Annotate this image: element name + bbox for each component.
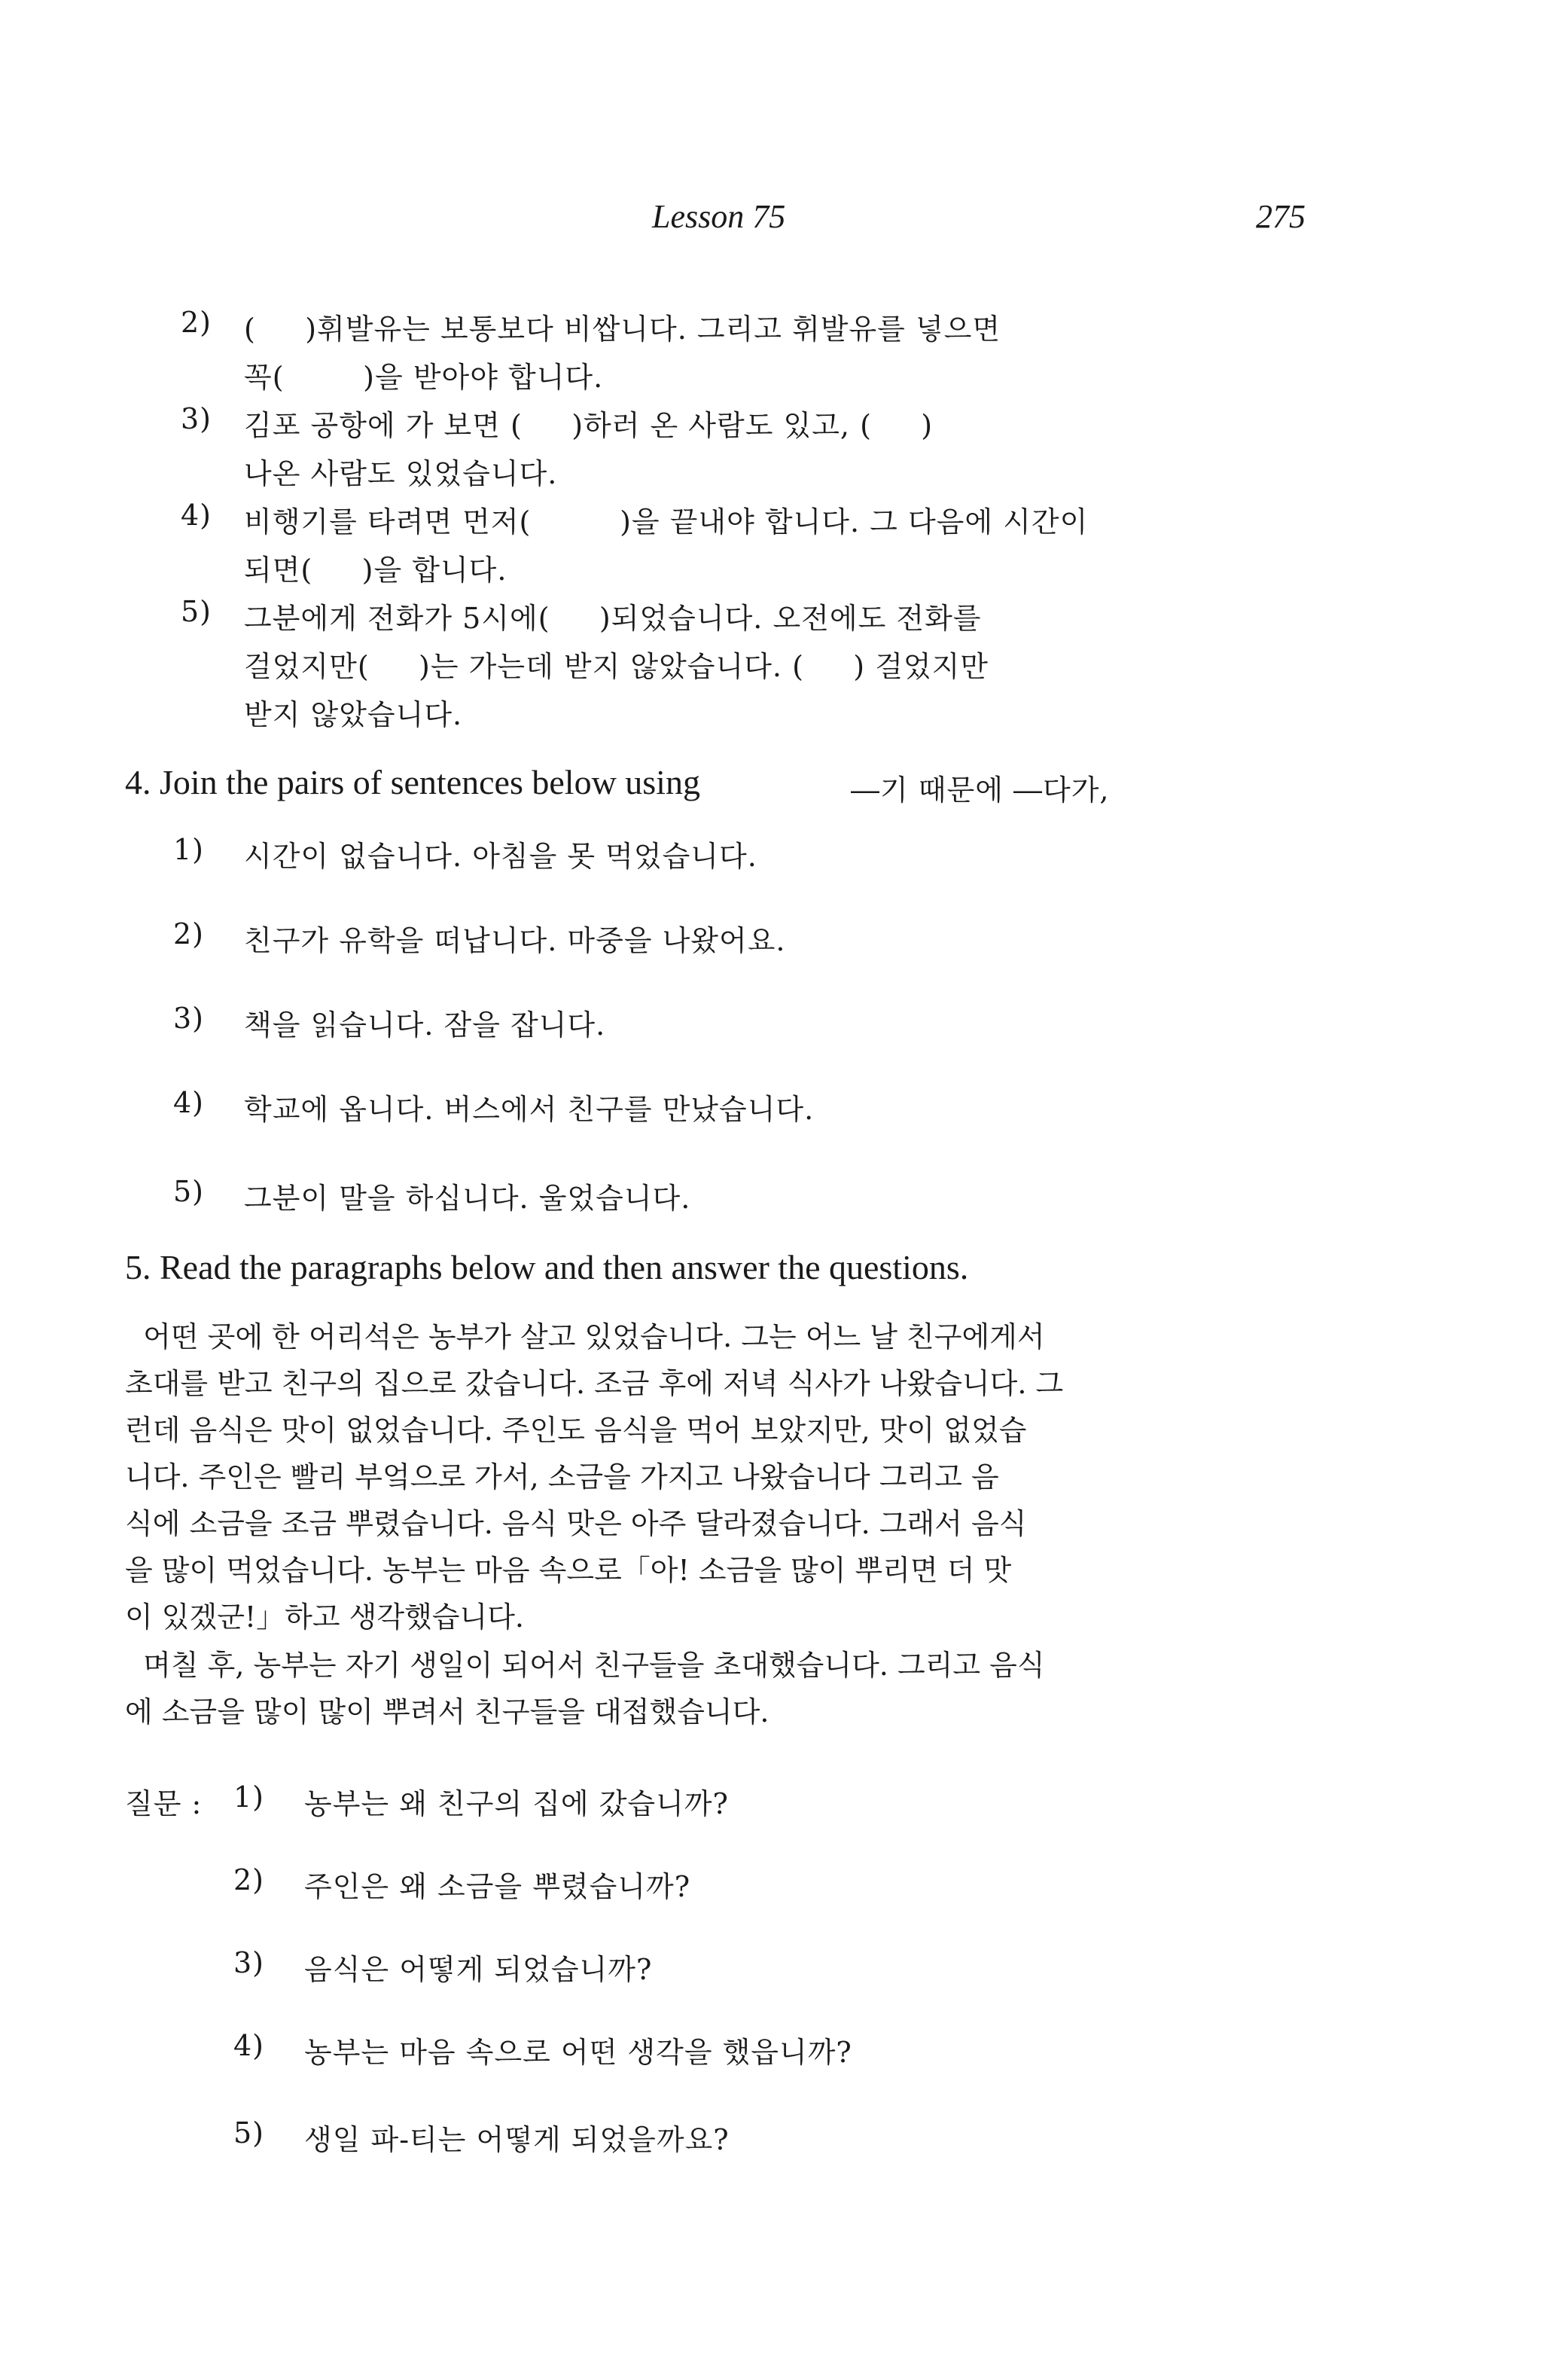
lesson-title: Lesson 75 xyxy=(652,198,786,235)
paragraph-line: 에 소금을 많이 많이 뿌려서 친구들을 대접했습니다. xyxy=(125,1695,769,1729)
section4-heading-korean: ―기 때문에 ―다가, xyxy=(851,774,1110,807)
item-number: 3) xyxy=(173,1002,205,1035)
list-item: 친구가 유학을 떠납니다. 마중을 나왔어요. xyxy=(244,924,786,957)
item-number: 4) xyxy=(181,499,212,532)
question-text: 주인은 왜 소금을 뿌렸습니까? xyxy=(304,1870,691,1903)
list-item: 책을 읽습니다. 잠을 잡니다. xyxy=(244,1008,606,1042)
paragraph-line: 식에 소금을 조금 뿌렸습니다. 음식 맛은 아주 달라졌습니다. 그래서 음식 xyxy=(125,1507,1027,1540)
item-line: 꼭( )을 받아야 합니다. xyxy=(244,361,604,394)
paragraph-line: 어떤 곳에 한 어리석은 농부가 살고 있었습니다. 그는 어느 날 친구에게서 xyxy=(125,1320,1045,1353)
question-text: 농부는 왜 친구의 집에 갔습니까? xyxy=(304,1787,729,1820)
item-line: ( )휘발유는 보통보다 비쌉니다. 그리고 휘발유를 넣으면 xyxy=(244,313,1001,346)
questions-label: 질문 : xyxy=(125,1787,203,1820)
question-number: 3) xyxy=(233,1946,265,1979)
item-line: 그분에게 전화가 5시에( )되었습니다. 오전에도 전화를 xyxy=(244,602,982,635)
item-number: 5) xyxy=(173,1175,205,1208)
question-number: 1) xyxy=(233,1780,265,1814)
paragraph-line: 며칠 후, 농부는 자기 생일이 되어서 친구들을 초대했습니다. 그리고 음식 xyxy=(125,1649,1045,1682)
item-line: 받지 않았습니다. xyxy=(244,698,463,731)
question-text: 생일 파-티는 어떻게 되었을까요? xyxy=(304,2123,730,2156)
question-number: 4) xyxy=(233,2029,265,2062)
item-number: 3) xyxy=(181,402,212,435)
item-line: 나온 사람도 있었습니다. xyxy=(244,457,558,490)
item-line: 되면( )을 합니다. xyxy=(244,554,507,587)
question-number: 5) xyxy=(233,2116,265,2150)
item-number: 5) xyxy=(181,595,212,628)
question-number: 2) xyxy=(233,1863,265,1896)
item-line: 비행기를 타려면 먼저( )을 끝내야 합니다. 그 다음에 시간이 xyxy=(244,505,1089,539)
page-number: 275 xyxy=(1256,198,1306,235)
item-number: 1) xyxy=(173,833,205,866)
list-item: 시간이 없습니다. 아침을 못 먹었습니다. xyxy=(244,840,757,873)
question-text: 음식은 어떻게 되었습니까? xyxy=(304,1953,653,1986)
paragraph-line: 이 있겠군!」하고 생각했습니다. xyxy=(125,1600,525,1634)
item-number: 2) xyxy=(181,306,212,339)
item-line: 김포 공항에 가 보면 ( )하러 온 사람도 있고, ( ) xyxy=(244,409,934,442)
item-line: 걸었지만( )는 가는데 받지 않았습니다. ( ) 걸었지만 xyxy=(244,650,989,683)
paragraph-line: 런데 음식은 맛이 없었습니다. 주인도 음식을 먹어 보았지만, 맛이 없었습 xyxy=(125,1414,1027,1447)
item-number: 4) xyxy=(173,1086,205,1119)
reading-paragraph-1 xyxy=(125,1314,1330,1640)
section5-heading: 5. Read the paragraphs below and then answer the questions. xyxy=(125,1248,969,1286)
section4-heading: 4. Join the pairs of sentences below using xyxy=(125,763,700,801)
question-text: 농부는 마음 속으로 어떤 생각을 했읍니까? xyxy=(304,2036,852,2069)
paragraph-line: 초대를 받고 친구의 집으로 갔습니다. 조금 후에 저녁 식사가 나왔습니다. 그 xyxy=(125,1367,1064,1400)
reading-paragraph-2 xyxy=(125,1642,1330,1735)
paragraph-line: 니다. 주인은 빨리 부엌으로 가서, 소금을 가지고 나왔습니다 그리고 음 xyxy=(125,1460,999,1494)
item-number: 2) xyxy=(173,917,205,950)
list-item: 그분이 말을 하십니다. 울었습니다. xyxy=(244,1182,691,1215)
paragraph-line: 을 많이 먹었습니다. 농부는 마음 속으로「아! 소금을 많이 뿌리면 더 맛 xyxy=(125,1554,1012,1587)
list-item: 학교에 옵니다. 버스에서 친구를 만났습니다. xyxy=(244,1093,815,1126)
